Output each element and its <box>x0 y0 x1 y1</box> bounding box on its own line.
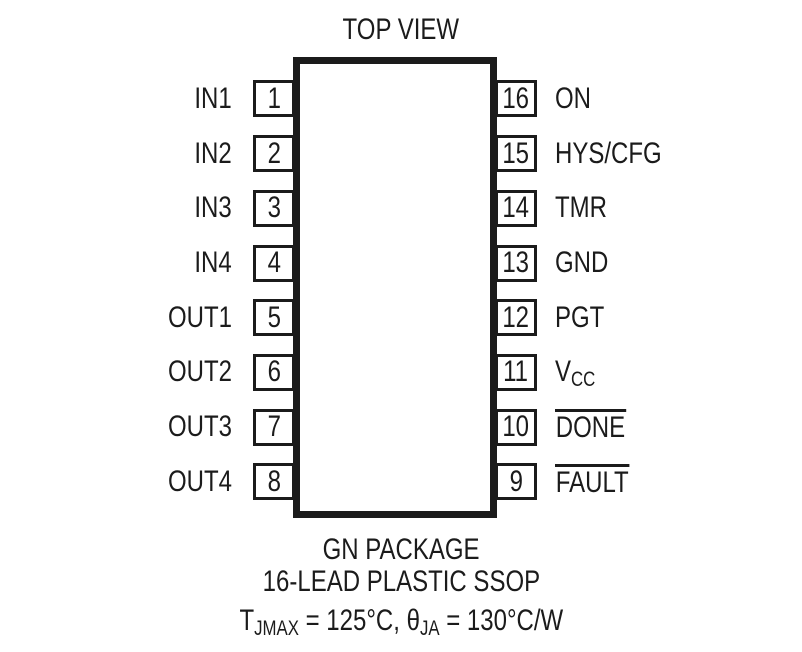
pin-label <box>185 82 232 116</box>
pin-row <box>60 345 295 400</box>
package-name-text: GN PACKAGE <box>322 533 480 566</box>
tjmax-symbol: T <box>239 604 254 637</box>
pin-number-box <box>253 190 295 227</box>
pin-row <box>495 345 795 400</box>
pin-number: 12 <box>502 300 530 334</box>
signal-name: IN4 <box>194 246 232 279</box>
signal-name: ON <box>555 81 591 115</box>
pin-number: 13 <box>502 246 530 279</box>
pin-number: 9 <box>509 464 523 498</box>
signal-subscript: CC <box>571 368 596 392</box>
pin-number-box <box>253 135 295 172</box>
thermal-rating <box>6 604 796 640</box>
pin-number-box <box>253 463 295 500</box>
pin-number: 16 <box>502 81 530 115</box>
signal-name: OUT1 <box>167 300 232 334</box>
pin-number-box <box>495 190 537 227</box>
theta-subscript: JA <box>419 617 440 640</box>
thermal-rating-text <box>239 604 563 640</box>
right-pin-column <box>495 72 795 510</box>
pin-label <box>185 191 232 225</box>
left-pin-column <box>60 72 295 510</box>
pin-row <box>495 72 795 127</box>
pin-number: 7 <box>267 410 281 444</box>
pin-row <box>60 181 295 236</box>
pin-row <box>60 454 295 509</box>
pin-number-box <box>495 409 537 446</box>
pin-row <box>495 290 795 345</box>
overlined-signal-name: DONE <box>555 411 626 445</box>
pin-row <box>60 400 295 455</box>
pin-number: 5 <box>267 300 281 334</box>
pin-label <box>152 465 232 499</box>
pin-number: 4 <box>267 246 281 279</box>
pin-number: 11 <box>503 355 529 389</box>
signal-name: OUT2 <box>167 355 232 389</box>
pin-label <box>185 137 232 171</box>
chip-body-outline <box>293 57 497 518</box>
tjmax-subscript: JMAX <box>253 617 299 640</box>
package-type-text: 16-LEAD PLASTIC SSOP <box>262 565 540 598</box>
pin-row <box>495 400 795 455</box>
signal-name: V <box>555 355 572 389</box>
pin-row <box>495 236 795 291</box>
pin-number-box <box>495 80 537 117</box>
overlined-signal-name: FAULT <box>555 465 629 499</box>
pin-number: 2 <box>267 136 281 170</box>
pin-number: 6 <box>267 355 281 389</box>
pin-row <box>60 72 295 127</box>
pin-label <box>555 301 617 335</box>
top-view-text: TOP VIEW <box>342 13 460 46</box>
signal-name: GND <box>555 246 609 279</box>
pin-number-box <box>495 463 537 500</box>
signal-name: OUT3 <box>167 410 232 444</box>
pin-label <box>152 410 232 444</box>
pin-row <box>60 126 295 181</box>
package-captions <box>6 533 796 640</box>
pin-row <box>495 454 795 509</box>
package-name <box>6 534 796 566</box>
top-view-label <box>6 13 796 47</box>
pin-row <box>495 181 795 236</box>
package-type <box>6 566 796 598</box>
pin-label <box>555 137 688 171</box>
pin-label <box>152 301 232 335</box>
signal-name: IN3 <box>194 191 232 225</box>
pin-label <box>555 409 644 445</box>
pin-number: 8 <box>267 464 281 498</box>
pin-number-box <box>253 299 295 336</box>
pin-number-box <box>495 299 537 336</box>
pin-row <box>60 290 295 345</box>
signal-name: HYS/CFG <box>555 136 662 170</box>
pin-number: 15 <box>502 136 530 170</box>
pin-label <box>555 246 622 280</box>
pin-label <box>152 355 232 389</box>
pin-label <box>555 191 620 225</box>
tjmax-value: = 125°C, <box>298 604 407 637</box>
pin-number: 14 <box>502 191 530 225</box>
signal-name: PGT <box>555 300 605 334</box>
pin-number-box <box>253 409 295 446</box>
pin-number: 3 <box>267 191 281 225</box>
pin-number-box <box>253 245 295 282</box>
signal-name: IN2 <box>194 136 232 170</box>
pin-label <box>555 82 600 116</box>
signal-name: OUT4 <box>167 464 232 498</box>
pin-number-box <box>495 245 537 282</box>
signal-name: TMR <box>555 191 607 225</box>
pin-label <box>555 355 605 392</box>
pin-number-box <box>495 135 537 172</box>
pin-number-box <box>253 80 295 117</box>
pin-label <box>185 246 232 280</box>
theta-value: = 130°C/W <box>439 604 563 637</box>
pin-row <box>495 126 795 181</box>
pin-number-box <box>495 354 537 391</box>
theta-symbol: θ <box>406 604 420 637</box>
pin-number: 10 <box>502 410 530 444</box>
pin-number: 1 <box>267 81 281 115</box>
pin-row <box>60 236 295 291</box>
pin-number-box <box>253 354 295 391</box>
pin-label <box>555 464 648 500</box>
signal-name: IN1 <box>194 81 232 115</box>
